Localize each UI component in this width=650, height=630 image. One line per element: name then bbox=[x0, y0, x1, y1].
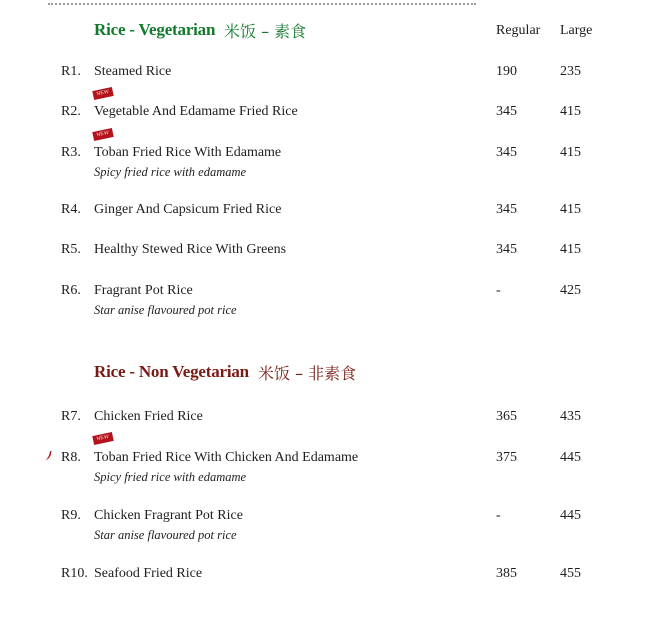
item-price-regular: - bbox=[496, 283, 501, 298]
item-price-large: 425 bbox=[560, 283, 581, 298]
item-price-large: 415 bbox=[560, 202, 581, 217]
item-price-large: 415 bbox=[560, 242, 581, 257]
item-code: R5. bbox=[61, 242, 81, 257]
item-price-regular: 345 bbox=[496, 202, 517, 217]
item-price-large: 445 bbox=[560, 508, 581, 523]
item-code: R8. bbox=[61, 450, 81, 465]
item-price-regular: 345 bbox=[496, 242, 517, 257]
column-header-large: Large bbox=[560, 23, 593, 38]
new-badge: NEW bbox=[92, 432, 113, 445]
column-header-regular: Regular bbox=[496, 23, 541, 38]
item-code: R10. bbox=[61, 566, 88, 581]
chili-pepper-icon bbox=[45, 451, 52, 461]
new-badge: NEW bbox=[92, 87, 113, 100]
item-code: R6. bbox=[61, 283, 81, 298]
item-price-regular: - bbox=[496, 508, 501, 523]
item-name: Ginger And Capsicum Fried Rice bbox=[94, 202, 282, 217]
item-code: R2. bbox=[61, 104, 81, 119]
item-name: Seafood Fried Rice bbox=[94, 566, 203, 581]
section-title-vegetarian: Rice - Vegetarian bbox=[94, 20, 216, 39]
item-price-large: 415 bbox=[560, 104, 581, 119]
item-name: Steamed Rice bbox=[94, 64, 172, 79]
section-title-vegetarian-chinese: 米饭 – 素食 bbox=[224, 22, 307, 41]
item-description: Spicy fried rice with edamame bbox=[94, 165, 247, 179]
item-description: Star anise flavoured pot rice bbox=[94, 528, 237, 542]
item-code: R4. bbox=[61, 202, 81, 217]
section-title-non-vegetarian-chinese: 米饭 – 非素食 bbox=[258, 364, 357, 383]
item-name: Toban Fried Rice With Edamame bbox=[94, 145, 282, 160]
section-title-non-vegetarian: Rice - Non Vegetarian bbox=[94, 362, 249, 381]
item-description: Star anise flavoured pot rice bbox=[94, 303, 237, 317]
item-price-regular: 345 bbox=[496, 145, 517, 160]
item-price-large: 235 bbox=[560, 64, 581, 79]
item-code: R7. bbox=[61, 409, 81, 424]
new-badge: NEW bbox=[92, 128, 113, 141]
item-description: Spicy fried rice with edamame bbox=[94, 470, 247, 484]
item-name: Fragrant Pot Rice bbox=[94, 283, 193, 298]
top-divider bbox=[48, 3, 476, 5]
item-name: Healthy Stewed Rice With Greens bbox=[94, 242, 287, 257]
item-price-large: 415 bbox=[560, 145, 581, 160]
item-price-large: 455 bbox=[560, 566, 581, 581]
item-code: R1. bbox=[61, 64, 81, 79]
item-code: R3. bbox=[61, 145, 81, 160]
item-name: Chicken Fried Rice bbox=[94, 409, 203, 424]
item-price-regular: 190 bbox=[496, 64, 517, 79]
item-name: Chicken Fragrant Pot Rice bbox=[94, 508, 243, 523]
item-price-regular: 345 bbox=[496, 104, 517, 119]
item-name: Vegetable And Edamame Fried Rice bbox=[94, 104, 298, 119]
item-price-large: 435 bbox=[560, 409, 581, 424]
item-price-regular: 365 bbox=[496, 409, 517, 424]
item-code: R9. bbox=[61, 508, 81, 523]
item-price-regular: 375 bbox=[496, 450, 517, 465]
item-price-regular: 385 bbox=[496, 566, 517, 581]
item-price-large: 445 bbox=[560, 450, 581, 465]
item-name: Toban Fried Rice With Chicken And Edamame bbox=[94, 450, 359, 465]
